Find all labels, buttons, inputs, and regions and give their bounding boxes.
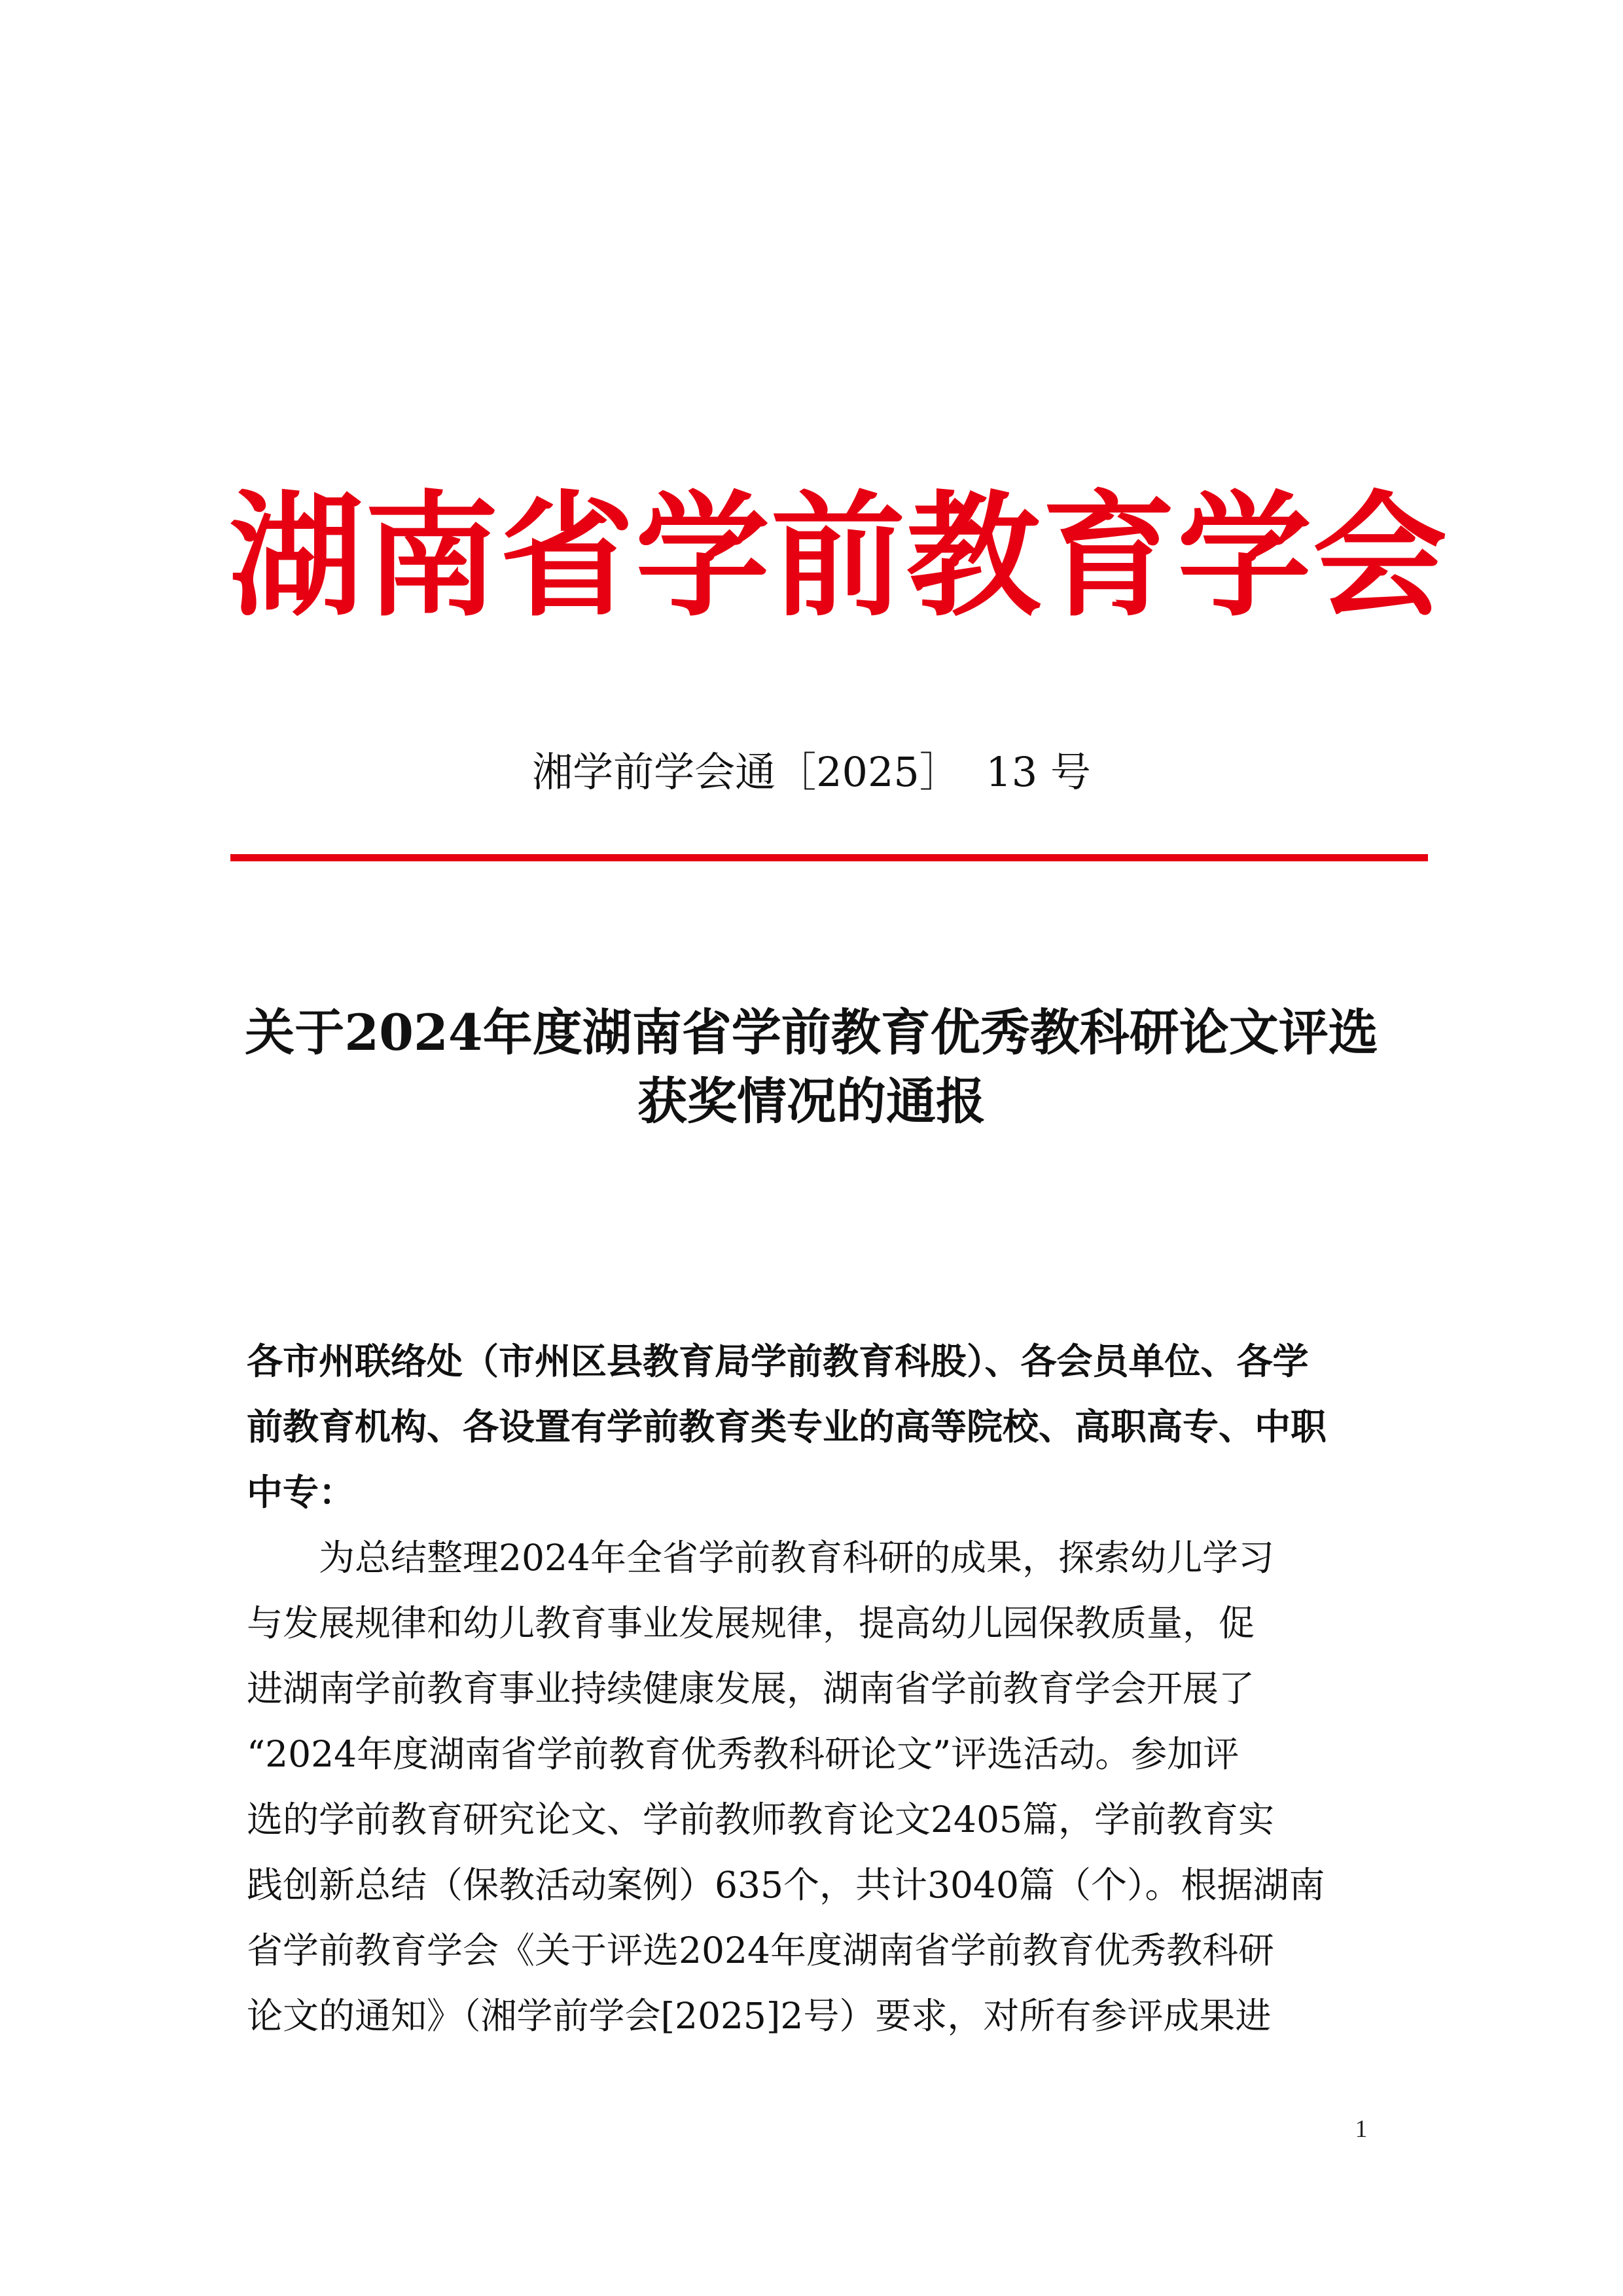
addressee-line: 中专： [247, 1471, 355, 1513]
body-line: 选的学前教育研究论文、学前教师教育论文2405篇，学前教育实 [247, 1799, 1274, 1840]
document-title [0, 998, 1623, 1136]
document-number: 湘学前学会通［2025］ 13 号 [532, 748, 1091, 796]
body-paragraph [247, 1525, 1372, 2049]
addressee-line: 前教育机构、各设置有学前教育类专业的高等院校、高职高专、中职 [247, 1406, 1327, 1448]
body-line: “2024年度湖南省学前教育优秀教科研论文”评选活动。参加评 [247, 1733, 1240, 1775]
body-line: 践创新总结（保教活动案例）635个，共计3040篇（个）。根据湖南 [247, 1864, 1325, 1906]
body-line: 进湖南学前教育事业持续健康发展，湖南省学前教育学会开展了 [247, 1668, 1255, 1710]
body-line: 论文的通知》（湘学前学会[2025]2号）要求，对所有参评成果进 [247, 1995, 1272, 2037]
page-number: 1 [1355, 2115, 1368, 2143]
red-divider-line [230, 854, 1428, 861]
body-line: 省学前教育学会《关于评选2024年度湖南省学前教育优秀教科研 [247, 1929, 1274, 1971]
addressee-block [247, 1329, 1372, 1525]
title-line: 关于2024年度湖南省学前教育优秀教科研论文评选 [245, 1003, 1378, 1062]
masthead-org-name: 湖南省学前教育学会 [229, 478, 1448, 635]
title-line: 获奖情况的通报 [637, 1072, 986, 1130]
body-line: 为总结整理2024年全省学前教育科研的成果，探索幼儿学习 [319, 1537, 1274, 1579]
addressee-line: 各市州联络处（市州区县教育局学前教育科股）、各会员单位、各学 [247, 1340, 1309, 1382]
body-line: 与发展规律和幼儿教育事业发展规律，提高幼儿园保教质量，促 [247, 1602, 1255, 1644]
